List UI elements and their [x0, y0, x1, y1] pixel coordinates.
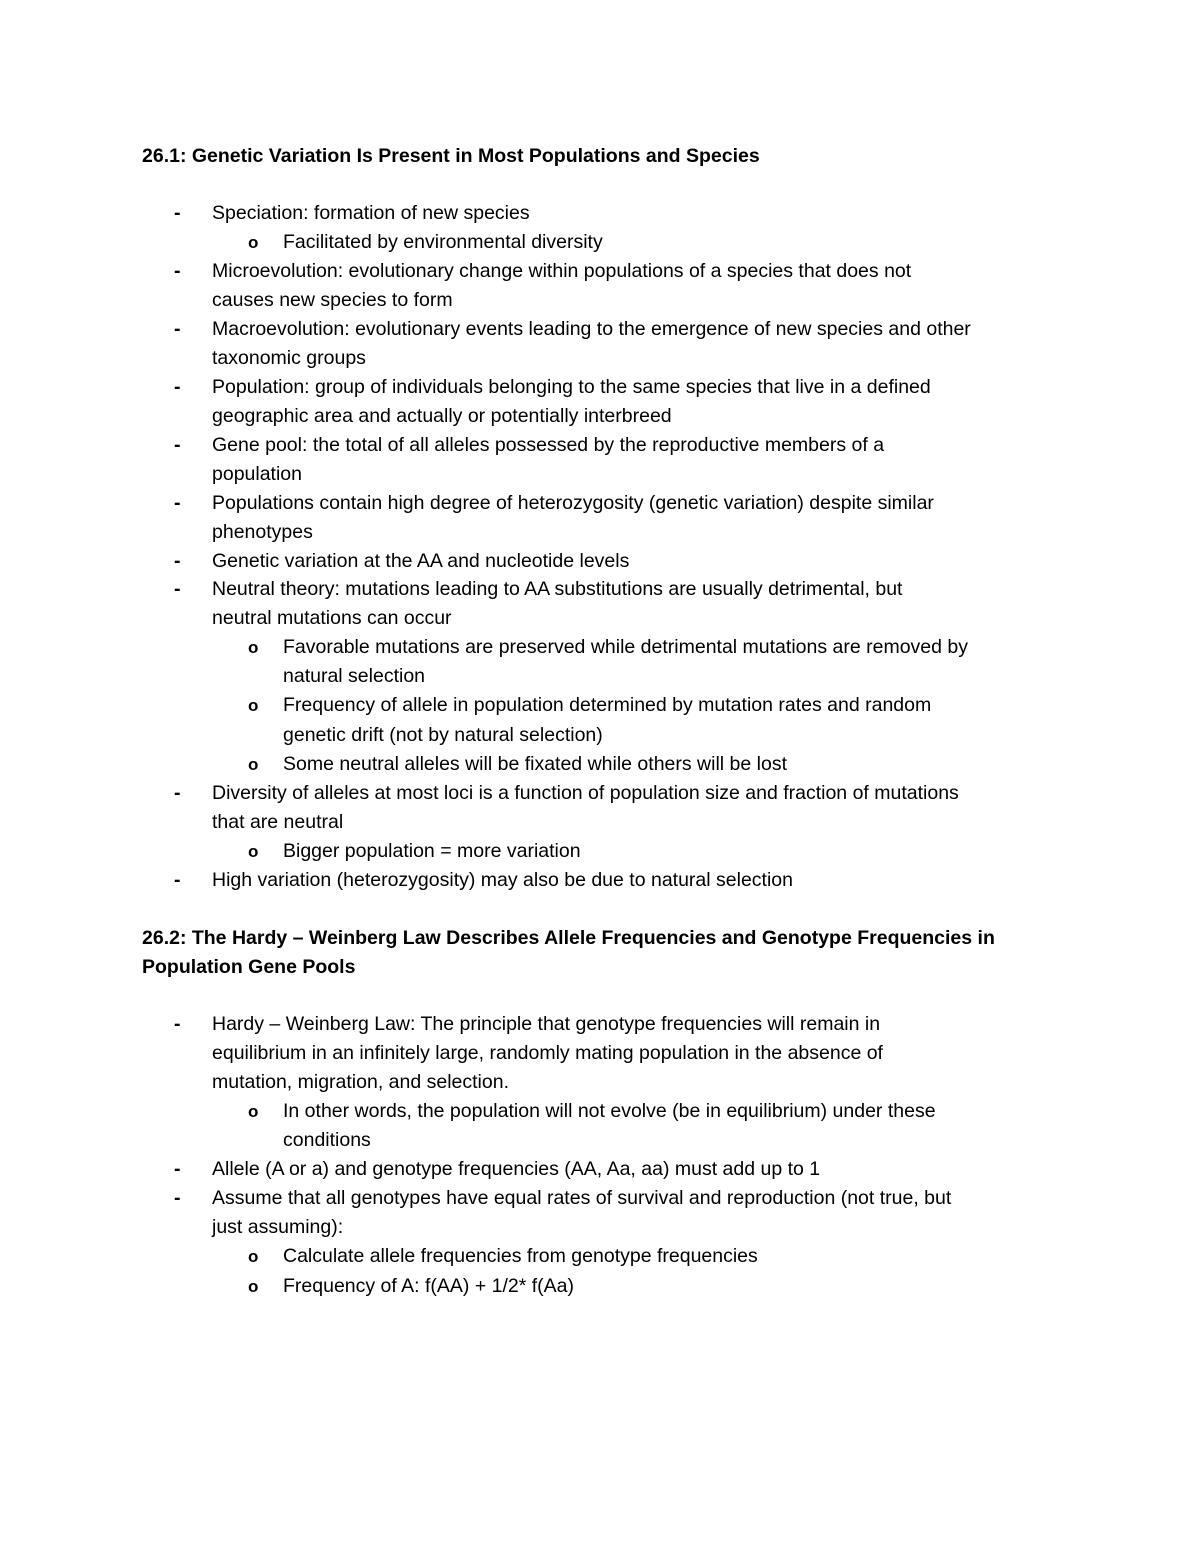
bullet-heterozygosity-line1: Populations contain high degree of heterozygosity (genetic variation) despite similar: [212, 492, 934, 514]
dash-bullet: -: [174, 578, 181, 600]
dash-bullet: -: [174, 782, 181, 804]
bullet-assume-line2: just assuming):: [212, 1216, 344, 1238]
dash-bullet: -: [174, 1187, 181, 1209]
subbullet-allele-frequency-line2: genetic drift (not by natural selection): [283, 724, 603, 746]
dash-bullet: -: [174, 376, 181, 398]
dash-bullet: -: [174, 1013, 181, 1035]
bullet-speciation: Speciation: formation of new species: [212, 202, 530, 224]
section-heading-26-2-line1: 26.2: The Hardy – Weinberg Law Describes Allele Frequencies and Genotype Frequencies in: [142, 927, 995, 949]
section-heading-26-2-line2: Population Gene Pools: [142, 956, 356, 978]
circle-bullet: o: [248, 842, 259, 861]
bullet-neutral-theory-line1: Neutral theory: mutations leading to AA substitutions are usually detrimental, but: [212, 578, 903, 600]
bullet-gene-pool-line2: population: [212, 463, 302, 485]
subbullet-in-other-words-line1: In other words, the population will not evolve (be in equilibrium) under these: [283, 1100, 936, 1122]
subbullet-frequency-of-a: Frequency of A: f(AA) + 1/2* f(Aa): [283, 1275, 575, 1297]
bullet-diversity-line2: that are neutral: [212, 811, 344, 833]
dash-bullet: -: [174, 1158, 181, 1180]
dash-bullet: -: [174, 434, 181, 456]
circle-bullet: o: [248, 755, 259, 774]
subbullet-bigger-population: Bigger population = more variation: [283, 840, 581, 862]
bullet-macroevolution-line2: taxonomic groups: [212, 347, 366, 369]
bullet-hardy-weinberg-line2: equilibrium in an infinitely large, randomly mating population in the absence of: [212, 1042, 883, 1064]
dash-bullet: -: [174, 492, 181, 514]
bullet-macroevolution-line1: Macroevolution: evolutionary events leading to the emergence of new species and other: [212, 318, 971, 340]
subbullet-calculate-allele-frequencies: Calculate allele frequencies from genotype frequencies: [283, 1245, 758, 1267]
circle-bullet: o: [248, 1102, 259, 1121]
circle-bullet: o: [248, 1247, 259, 1266]
bullet-diversity-line1: Diversity of alleles at most loci is a function of population size and fraction of mutations: [212, 782, 959, 804]
bullet-hardy-weinberg-line1: Hardy – Weinberg Law: The principle that genotype frequencies will remain in: [212, 1013, 881, 1035]
bullet-assume-line1: Assume that all genotypes have equal rates of survival and reproduction (not true, but: [212, 1187, 952, 1209]
bullet-genetic-variation: Genetic variation at the AA and nucleotide levels: [212, 550, 630, 572]
bullet-hardy-weinberg-line3: mutation, migration, and selection.: [212, 1071, 509, 1093]
bullet-allele-genotype-sum: Allele (A or a) and genotype frequencies (AA, Aa, aa) must add up to 1: [212, 1158, 821, 1180]
section-heading-26-1: 26.1: Genetic Variation Is Present in Most Populations and Species: [142, 145, 760, 167]
circle-bullet: o: [248, 1277, 259, 1296]
bullet-gene-pool-line1: Gene pool: the total of all alleles possessed by the reproductive members of a: [212, 434, 885, 456]
dash-bullet: -: [174, 550, 181, 572]
dash-bullet: -: [174, 202, 181, 224]
bullet-high-variation: High variation (heterozygosity) may also be due to natural selection: [212, 869, 793, 891]
dash-bullet: -: [174, 260, 181, 282]
subbullet-neutral-alleles: Some neutral alleles will be fixated while others will be lost: [283, 753, 787, 775]
circle-bullet: o: [248, 233, 259, 252]
circle-bullet: o: [248, 638, 259, 657]
bullet-microevolution-line1: Microevolution: evolutionary change within populations of a species that does not: [212, 260, 912, 282]
subbullet-favorable-mutations-line2: natural selection: [283, 665, 426, 687]
bullet-microevolution-line2: causes new species to form: [212, 289, 453, 311]
subbullet-in-other-words-line2: conditions: [283, 1129, 371, 1151]
dash-bullet: -: [174, 869, 181, 891]
bullet-population-line1: Population: group of individuals belonging to the same species that live in a defined: [212, 376, 931, 398]
dash-bullet: -: [174, 318, 181, 340]
bullet-population-line2: geographic area and actually or potentially interbreed: [212, 405, 672, 427]
subbullet-environmental-diversity: Facilitated by environmental diversity: [283, 231, 603, 253]
circle-bullet: o: [248, 696, 259, 715]
bullet-heterozygosity-line2: phenotypes: [212, 521, 313, 543]
subbullet-allele-frequency-line1: Frequency of allele in population determined by mutation rates and random: [283, 694, 932, 716]
subbullet-favorable-mutations-line1: Favorable mutations are preserved while detrimental mutations are removed by: [283, 636, 968, 658]
bullet-neutral-theory-line2: neutral mutations can occur: [212, 607, 452, 629]
